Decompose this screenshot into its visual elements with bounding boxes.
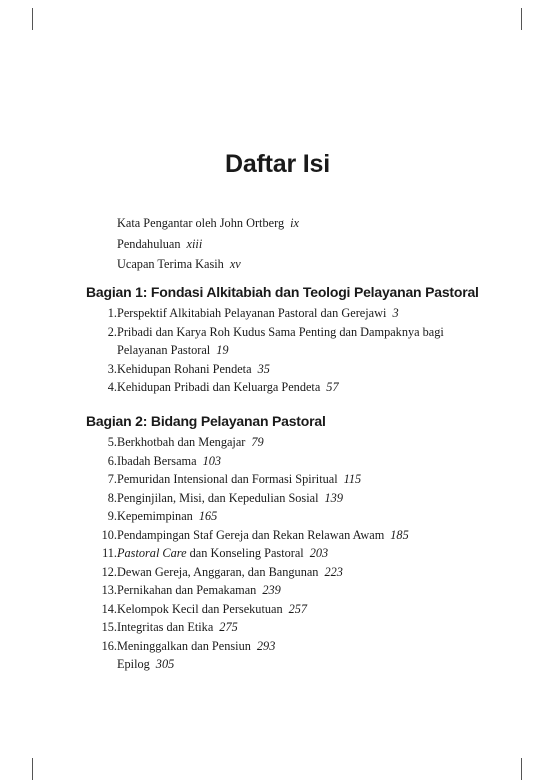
page-number: 293 [256, 638, 276, 653]
chapter-title: Kehidupan Rohani Pendeta [117, 361, 252, 376]
chapter-number: 6. [107, 453, 117, 468]
page-number: 165 [198, 509, 218, 523]
page-number: xv [229, 257, 241, 271]
page-number: 35 [257, 361, 270, 376]
chapter-number: 7. [107, 472, 117, 486]
page-number: 203 [309, 546, 329, 560]
chapter-title: Pernikahan dan Pemakaman [117, 583, 257, 597]
chapter-title: Kehidupan Pribadi dan Keluarga Pendeta [117, 380, 321, 394]
chapter-number: 8. [107, 490, 117, 505]
page-number: 139 [324, 490, 343, 505]
chapter-title: Perspektif Alkitabiah Pelayanan Pastoral dan Gerejawi [117, 306, 387, 320]
chapter-title: Meninggalkan dan Pensiun [117, 638, 251, 653]
front-matter-list [117, 213, 299, 275]
page-number: ix [290, 216, 299, 230]
crop-mark-top-left [32, 8, 33, 30]
page-number: 57 [326, 380, 339, 394]
chapter-title: Berkhotbah dan Mengajar [117, 435, 246, 449]
page-number: 103 [202, 453, 222, 468]
chapter-number: 2. [107, 324, 117, 339]
crop-mark-bottom-left [32, 758, 33, 780]
page-number: 185 [390, 527, 409, 542]
chapter-number: 10. [101, 527, 117, 542]
chapter-title: dan Konseling Pastoral [186, 546, 304, 560]
page-number: xiii [186, 236, 203, 251]
chapter-title-italic: Pastoral Care [117, 546, 187, 560]
chapter-title: Pendampingan Staf Gereja dan Rekan Relawan Awam [117, 527, 385, 542]
page-number: 239 [262, 583, 281, 597]
front-matter-label: Kata Pengantar oleh John Ortberg [117, 216, 285, 230]
page-title: Daftar Isi [225, 150, 330, 178]
front-matter-label: Pendahuluan [117, 236, 181, 251]
chapter-title: Kepemimpinan [117, 509, 193, 523]
chapter-number: 1. [107, 306, 117, 320]
page-number: 275 [219, 620, 238, 634]
chapter-number: 12. [101, 564, 117, 579]
chapter-number: 13. [101, 583, 117, 597]
chapter-number: 11. [102, 546, 117, 560]
chapter-title: Penginjilan, Misi, dan Kepedulian Sosial [117, 490, 319, 505]
page-number: 305 [155, 657, 175, 671]
part-1-heading: Bagian 1: Fondasi Alkitabiah dan Teologi Pelayanan Pastoral [86, 284, 479, 300]
crop-mark-top-right [521, 8, 522, 30]
page-number: 3 [392, 306, 399, 320]
chapter-title: Pribadi dan Karya Roh Kudus Sama Penting dan Dampaknya bagi [117, 324, 444, 339]
chapter-title: Dewan Gereja, Anggaran, dan Bangunan [117, 564, 319, 579]
chapter-number: 14. [101, 601, 117, 616]
chapter-number: 9. [107, 509, 117, 523]
front-matter-item[interactable] [117, 213, 299, 234]
front-matter-label: Ucapan Terima Kasih [117, 257, 224, 271]
chapter-title-continuation: Pelayanan Pastoral [117, 343, 211, 357]
chapter-number: 15. [101, 620, 117, 634]
page-number: 257 [288, 601, 308, 616]
chapter-number: 3. [107, 361, 117, 376]
front-matter-item[interactable] [117, 234, 299, 255]
chapter-number: 16. [101, 638, 117, 653]
chapter-title: Kelompok Kecil dan Persekutuan [117, 601, 283, 616]
chapter-number: 4. [107, 380, 117, 394]
epilog-title: Epilog [117, 657, 150, 671]
page-number: 19 [216, 343, 229, 357]
chapter-title: Ibadah Bersama [117, 453, 197, 468]
chapter-number: 5. [107, 435, 117, 449]
part-2-heading: Bagian 2: Bidang Pelayanan Pastoral [86, 413, 326, 429]
crop-mark-bottom-right [521, 758, 522, 780]
page-number: 223 [324, 564, 343, 579]
page-number: 79 [251, 435, 264, 449]
front-matter-item[interactable] [117, 254, 299, 275]
page-number: 115 [343, 472, 362, 486]
chapter-title: Pemuridan Intensional dan Formasi Spiritual [117, 472, 338, 486]
chapter-title: Integritas dan Etika [117, 620, 214, 634]
